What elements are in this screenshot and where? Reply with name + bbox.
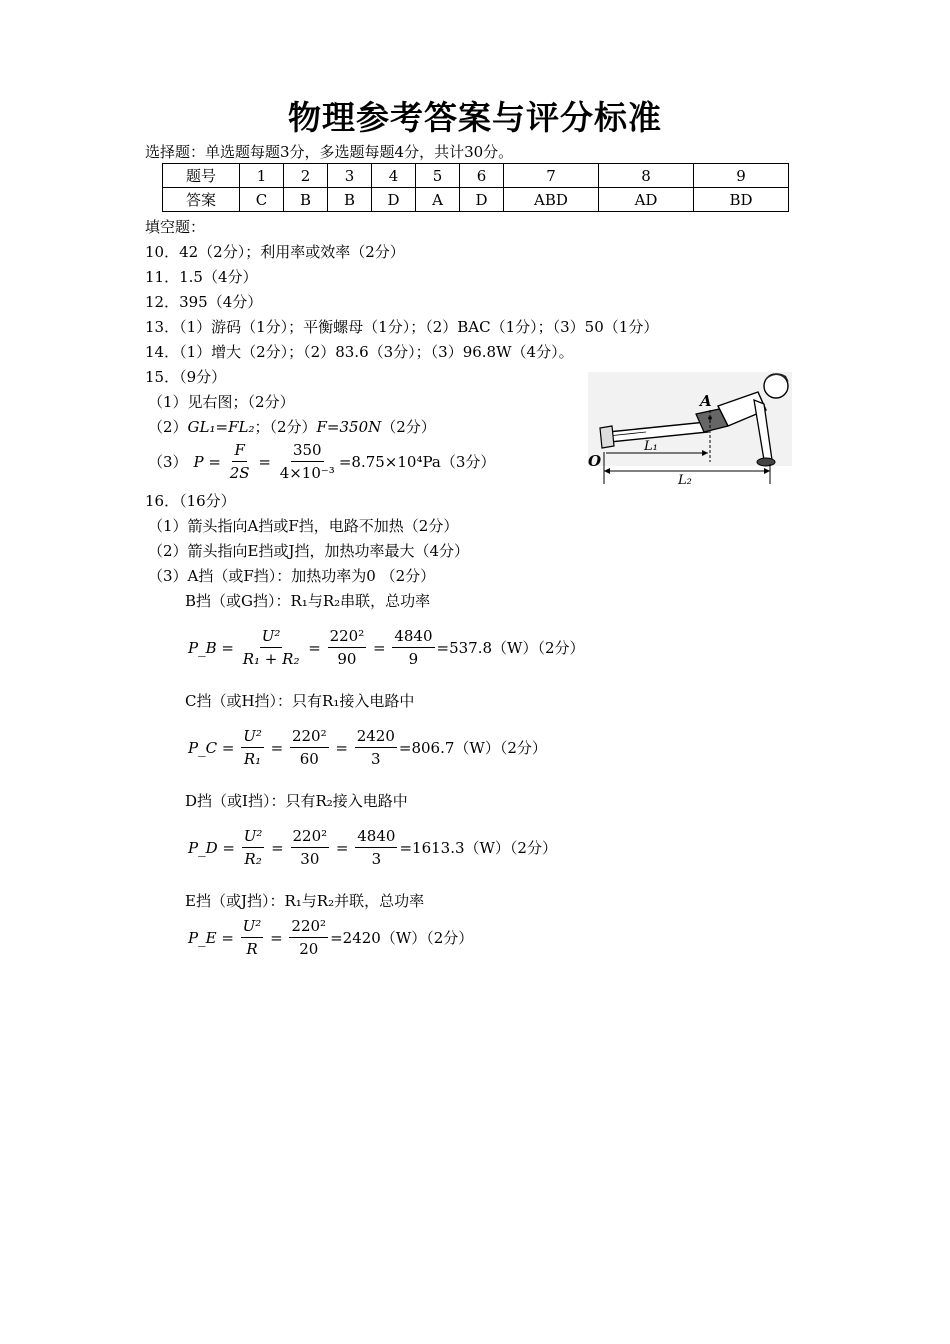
table-cell: 6 bbox=[460, 164, 504, 188]
table-row bbox=[163, 164, 789, 188]
label-a: A bbox=[700, 392, 712, 410]
table-cell: D bbox=[372, 188, 416, 212]
table-cell: AD bbox=[599, 188, 694, 212]
table-cell: 2 bbox=[284, 164, 328, 188]
table-cell: 5 bbox=[416, 164, 460, 188]
gear-d-equation: P_D = $\frac{\text{U²}}{\text{R₂}}$ = $\frac{\text{220²}}{30}$ = $\frac{4840}{3}$ =1613.3（W）（2分） bbox=[188, 827, 557, 868]
table-cell: C bbox=[240, 188, 284, 212]
table-cell: 1 bbox=[240, 164, 284, 188]
table-cell-label: 答案 bbox=[163, 188, 240, 212]
table-cell: B bbox=[328, 188, 372, 212]
table-cell: D bbox=[460, 188, 504, 212]
answer-q15-head: 15．（9分） bbox=[145, 368, 227, 386]
answer-q16-part3: （3）A挡（或F挡）：加热功率为0 （2分） bbox=[148, 567, 436, 585]
table-cell: 9 bbox=[694, 164, 789, 188]
foot-shape bbox=[600, 426, 614, 448]
table-cell: 8 bbox=[599, 164, 694, 188]
table-cell: BD bbox=[694, 188, 789, 212]
answer-q14: 14．（1）增大（2分）；（2）83.6（3分）；（3）96.8W（4分）。 bbox=[145, 343, 574, 361]
table-cell-label: 题号 bbox=[163, 164, 240, 188]
gear-b-equation: P_B = $\frac{\text{U²}}{\text{R₁ + R₂}}$ = $\frac{\text{220²}}{90}$ = $\frac{4840}{9}$ =537.8（W）（2分） bbox=[188, 627, 585, 668]
page-title: 物理参考答案与评分标准 bbox=[288, 98, 662, 137]
table-cell: 4 bbox=[372, 164, 416, 188]
gear-e-equation: P_E = $\frac{\text{U²}}{R}$ = $\frac{\text{220²}}{20}$ =2420（W）（2分） bbox=[188, 917, 474, 958]
answer-q16-part2: （2）箭头指向E挡或J挡，加热功率最大（4分） bbox=[148, 542, 470, 560]
table-cell: B bbox=[284, 188, 328, 212]
gear-d-text: D挡（或I挡）：只有R₂接入电路中 bbox=[185, 792, 408, 810]
answer-q15-part1: （1）见右图；（2分） bbox=[148, 393, 295, 411]
answer-q16-head: 16．（16分） bbox=[145, 492, 236, 510]
label-o: O bbox=[588, 452, 602, 470]
answer-q12: 12．395（4分） bbox=[145, 293, 263, 311]
answer-q13: 13．（1）游码（1分）；平衡螺母（1分）；（2）BAC（1分）；（3）50（1分） bbox=[145, 318, 659, 336]
gear-e-text: E挡（或J挡）：R₁与R₂并联，总功率 bbox=[185, 892, 425, 910]
table-cell: 3 bbox=[328, 164, 372, 188]
answer-table bbox=[162, 163, 789, 212]
choice-header: 选择题：单选题每题3分，多选题每题4分，共计30分。 bbox=[145, 143, 514, 161]
pushup-figure bbox=[586, 370, 796, 488]
answer-q15-part2: （2）GL₁=FL₂；（2分）F=350N（2分） bbox=[148, 418, 436, 436]
hand-shape bbox=[757, 458, 775, 466]
table-cell: ABD bbox=[504, 188, 599, 212]
table-cell: 7 bbox=[504, 164, 599, 188]
answer-q10: 10．42（2分）；利用率或效率（2分） bbox=[145, 243, 405, 261]
answer-q15-part3: （3） P = $\frac{F}{2S}$ = $\frac{350}{\text{4×10⁻³}}$ =8.75×10⁴Pa（3分） bbox=[148, 441, 496, 482]
gear-c-text: C挡（或H挡）：只有R₁接入电路中 bbox=[185, 692, 415, 710]
gear-c-equation: P_C = $\frac{\text{U²}}{\text{R₁}}$ = $\frac{\text{220²}}{60}$ = $\frac{2420}{3}$ =806.7（W）（2分） bbox=[188, 727, 547, 768]
answer-q16-part1: （1）箭头指向A挡或F挡，电路不加热（2分） bbox=[148, 517, 459, 535]
label-l1: L₁ bbox=[644, 439, 658, 454]
gear-b-text: B挡（或G挡）：R₁与R₂串联，总功率 bbox=[185, 592, 431, 610]
answer-q11: 11．1.5（4分） bbox=[145, 268, 258, 286]
table-row bbox=[163, 188, 789, 212]
table-cell: A bbox=[416, 188, 460, 212]
fill-header: 填空题： bbox=[145, 218, 206, 236]
label-l2: L₂ bbox=[678, 473, 692, 488]
